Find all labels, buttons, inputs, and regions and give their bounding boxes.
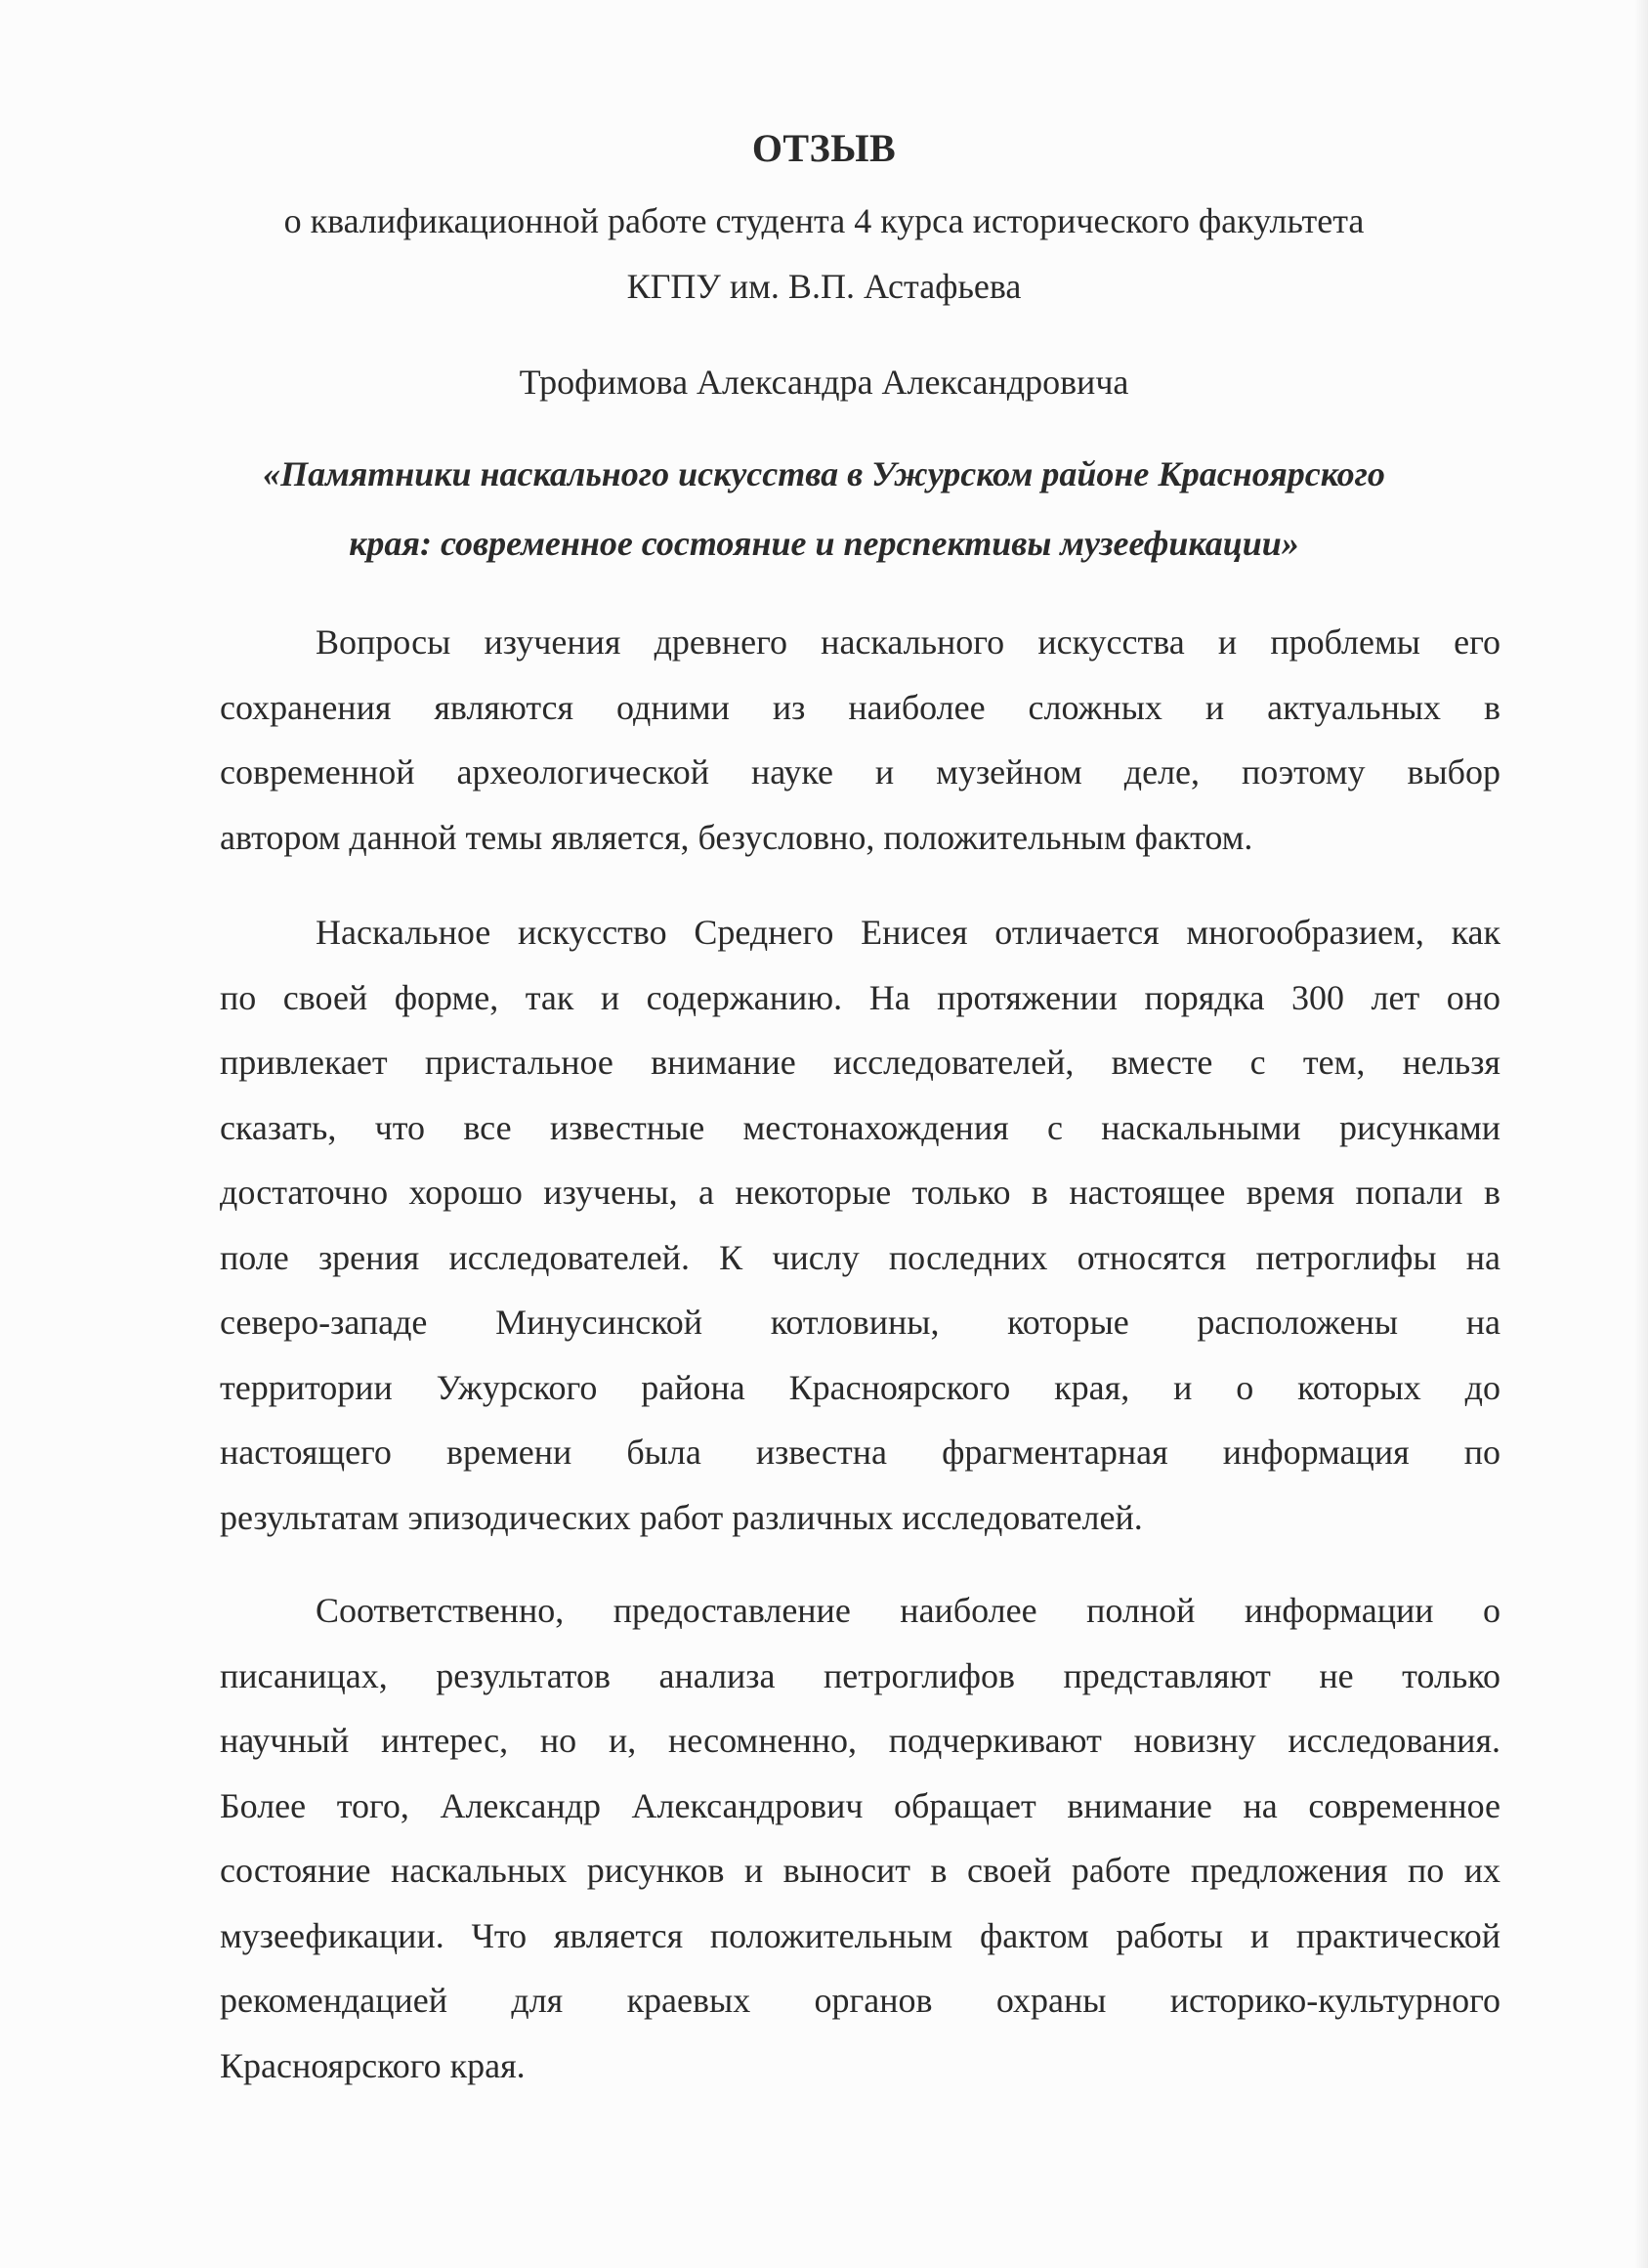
text-line: рекомендацией для краевых органов охраны историко-культурного [220, 1981, 1500, 2020]
text-line: северо-западе Минусинской котловины, которые расположены на [220, 1303, 1500, 1342]
work-title-line-2: края: современное состояние и перспективы музеефикации» [349, 524, 1299, 563]
text-line: по своей форме, так и содержанию. На протяжении порядка 300 лет оно [220, 977, 1500, 1017]
text-line: Наскальное искусство Среднего Енисея отличается многообразием, как [316, 913, 1500, 952]
text-line: достаточно хорошо изучены, а некоторые только в настоящее время попали в [220, 1173, 1500, 1212]
document-title: ОТЗЫВ [751, 126, 897, 170]
text-line: Вопросы изучения древнего наскального искусства и проблемы его [316, 622, 1500, 662]
text-line: территории Ужурского района Красноярского края, и о которых до [220, 1367, 1500, 1407]
text-line: музеефикации. Что является положительным фактом работы и практической [220, 1915, 1500, 1955]
text-line: писаницах, результатов анализа петроглифов представляют не только [220, 1655, 1500, 1695]
subtitle-line-1: о квалификационной работе студента 4 курса исторического факультета [283, 201, 1365, 240]
student-name: Трофимова Александра Александровича [519, 363, 1129, 402]
subtitle-line-2: КГПУ им. В.П. Астафьева [626, 267, 1022, 306]
text-line: сказать, что все известные местонахождения с наскальными рисунками [220, 1107, 1500, 1147]
paragraph-3 [220, 1578, 1500, 2098]
text-line: Соответственно, предоставление наиболее полной информации о [316, 1591, 1500, 1630]
paragraph-1 [220, 610, 1500, 870]
text-line: современной археологической науке и музейном деле, поэтому выбор [220, 752, 1500, 792]
text-line: автором данной темы является, безусловно, положительным фактом. [220, 817, 1253, 857]
text-line: Красноярского края. [220, 2045, 526, 2085]
text-line: Более того, Александр Александрович обращает внимание на современное [220, 1785, 1500, 1825]
text-line: сохранения являются одними из наиболее сложных и актуальных в [220, 687, 1500, 727]
text-line: поле зрения исследователей. К числу последних относятся петроглифы на [220, 1237, 1500, 1277]
text-line: привлекает пристальное внимание исследователей, вместе с тем, нельзя [220, 1043, 1500, 1082]
text-line: настоящего времени была известна фрагментарная информация по [220, 1433, 1500, 1472]
text-line: состояние наскальных рисунков и выносит в своей работе предложения по их [220, 1851, 1500, 1890]
text-line: результатам эпизодических работ различных исследователей. [220, 1497, 1143, 1537]
scan-edge-shadow [1634, 0, 1648, 2268]
work-title-line-1: «Памятники наскального искусства в Ужурском районе Красноярского [263, 454, 1385, 493]
paragraph-2 [220, 900, 1500, 1550]
text-line: научный интерес, но и, несомненно, подчеркивают новизну исследования. [220, 1721, 1500, 1760]
